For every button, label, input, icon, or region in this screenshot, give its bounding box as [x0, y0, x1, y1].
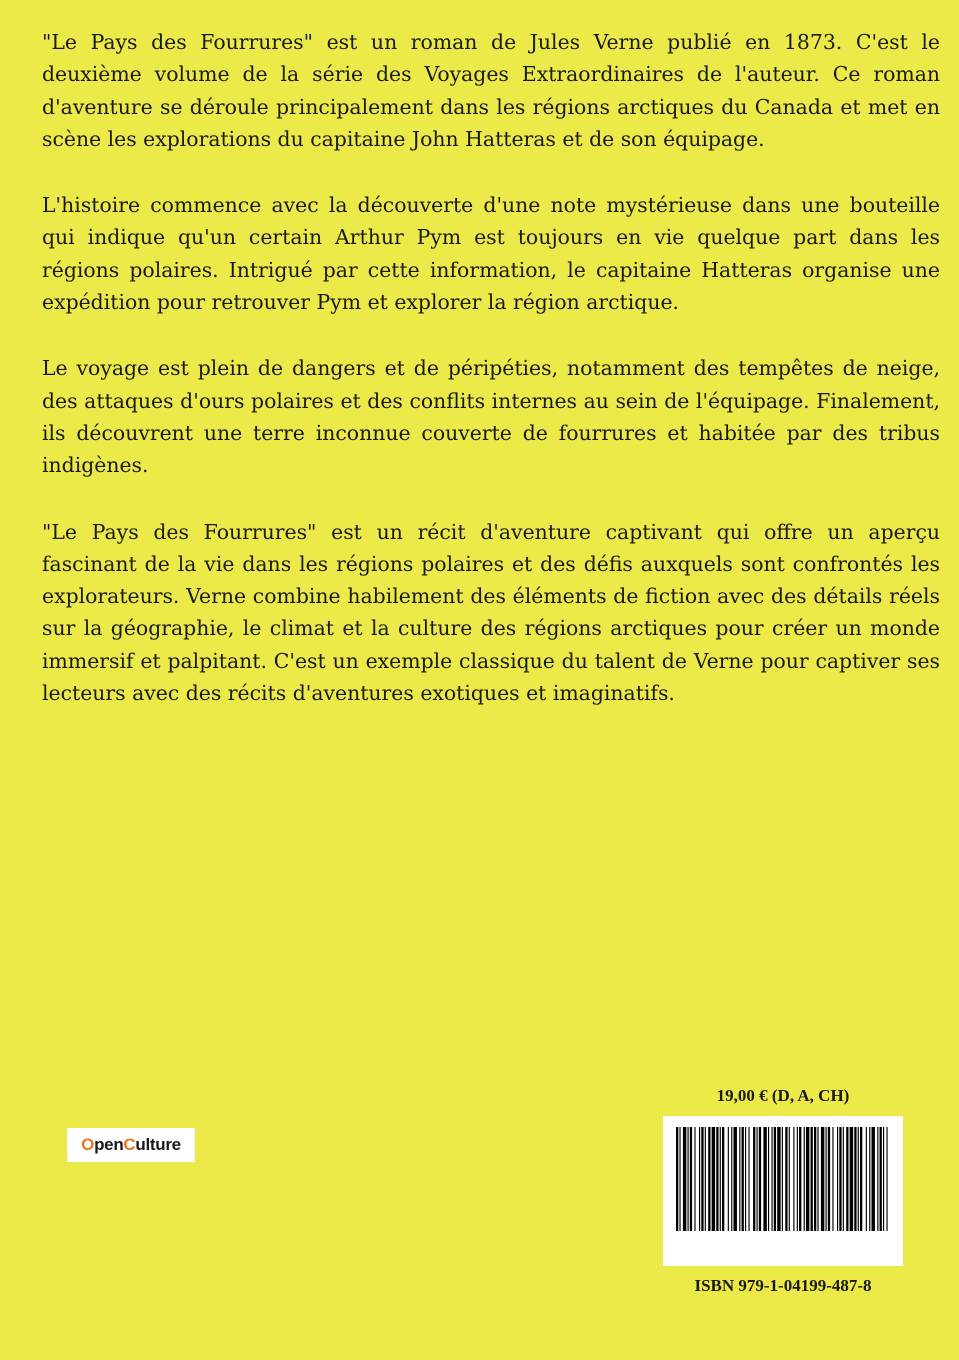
barcode-bar: [832, 1127, 833, 1231]
barcode-graphic: [676, 1127, 890, 1231]
barcode-bar: [701, 1127, 703, 1231]
barcode-bar: [705, 1127, 706, 1231]
barcode-bar: [688, 1127, 689, 1231]
logo-letter-c: C: [123, 1135, 136, 1154]
barcode-bar: [869, 1127, 870, 1231]
barcode-bar: [753, 1127, 755, 1231]
barcode-bar: [757, 1127, 758, 1231]
barcode-bar: [777, 1127, 780, 1231]
barcode-bar: [679, 1127, 680, 1231]
barcode-bar: [837, 1127, 838, 1231]
barcode-bar: [739, 1127, 740, 1231]
barcode-bar: [806, 1127, 809, 1231]
barcode-bar: [883, 1127, 884, 1231]
logo-text-pen: pen: [94, 1135, 124, 1154]
barcode-bar: [799, 1127, 801, 1231]
barcode-bar: [759, 1127, 761, 1231]
barcode-bar: [877, 1127, 878, 1231]
barcode: [663, 1116, 903, 1266]
barcode-bar: [860, 1127, 862, 1231]
barcode-bar: [708, 1127, 710, 1231]
barcode-bar: [886, 1127, 887, 1231]
barcode-bar: [728, 1127, 729, 1231]
barcode-bar: [866, 1127, 867, 1231]
barcode-bar: [690, 1127, 692, 1231]
barcode-bar: [722, 1127, 724, 1231]
barcode-bar: [712, 1127, 715, 1231]
barcode-bar: [734, 1127, 737, 1231]
back-cover-blurb: [42, 26, 940, 743]
blurb-paragraph-4: "Le Pays des Fourrures" est un récit d'aventure captivant qui offre un aperçu fascinant de la vie dans les régions polaires et des défis auxquels sont confrontés les explorateurs. Verne combine habilement des éléments de fiction avec des détails réels sur la géographie, le climat et la culture des régions arctiques pour créer un monde immersif et palpitant. C'est un exemple classique du talent de Verne pour captiver ses lecteurs avec des récits d'aventures exotiques et imaginatifs.: [42, 519, 940, 706]
barcode-bar: [850, 1127, 853, 1231]
barcode-bar: [699, 1127, 700, 1231]
isbn-label: ISBN 979-1-04199-487-8: [694, 1276, 872, 1295]
barcode-bar: [828, 1127, 830, 1231]
barcode-bar: [793, 1127, 794, 1231]
barcode-bar: [846, 1127, 848, 1231]
barcode-bar: [821, 1127, 824, 1231]
blurb-paragraph-2: L'histoire commence avec la découverte d'une note mystérieuse dans une bouteille qui indique qu'un certain Arthur Pym est toujours en vie quelque part dans les régions polaires. Intrigué par cette information, le capitaine Hatteras organise une expédition pour retrouver Pym et explorer la région arctique.: [42, 193, 940, 315]
barcode-bar: [774, 1127, 776, 1231]
barcode-bar: [745, 1127, 746, 1231]
barcode-bar: [854, 1127, 856, 1231]
barcode-bar: [843, 1127, 844, 1231]
barcode-bar: [716, 1127, 718, 1231]
barcode-bar: [858, 1127, 859, 1231]
barcode-bar: [768, 1127, 769, 1231]
barcode-bar: [720, 1127, 721, 1231]
barcode-bar: [872, 1127, 875, 1231]
barcode-bar: [817, 1127, 818, 1231]
barcode-bar: [880, 1127, 882, 1231]
logo-text-ulture: ulture: [135, 1135, 181, 1154]
publisher-logo: [67, 1128, 195, 1162]
barcode-bar: [814, 1127, 816, 1231]
barcode-bar: [811, 1127, 813, 1231]
barcode-bar: [683, 1127, 686, 1231]
barcode-bar: [731, 1127, 732, 1231]
barcode-bar: [763, 1127, 766, 1231]
barcode-bar: [676, 1127, 678, 1231]
barcode-bar: [839, 1127, 841, 1231]
barcode-bar: [694, 1127, 695, 1231]
barcode-bar: [785, 1127, 787, 1231]
blurb-paragraph-3: Le voyage est plein de dangers et de péripéties, notamment des tempêtes de neige, des attaques d'ours polaires et des conflits internes au sein de l'équipage. Finalement, ils découvrent une terre inconnue couverte de fourrures et habitée par des tribus indigènes.: [42, 356, 940, 478]
barcode-bar: [748, 1127, 749, 1231]
price-label: 19,00 € (D, A, CH): [716, 1086, 850, 1105]
barcode-bar: [789, 1127, 790, 1231]
logo-letter-o: O: [81, 1135, 95, 1154]
barcode-bar: [826, 1127, 827, 1231]
barcode-bar: [782, 1127, 783, 1231]
barcode-bar: [742, 1127, 744, 1231]
barcode-bar: [797, 1127, 798, 1231]
barcode-bar: [771, 1127, 772, 1231]
blurb-paragraph-1: "Le Pays des Fourrures" est un roman de Jules Verne publié en 1873. C'est le deuxième volume de la série des Voyages Extraordinaires de l'auteur. Ce roman d'aventure se déroule principalement dans les régions arctiques du Canada et met en scène les explorations du capitaine John Hatteras et de son équipage.: [42, 30, 940, 151]
barcode-bar: [804, 1127, 805, 1231]
